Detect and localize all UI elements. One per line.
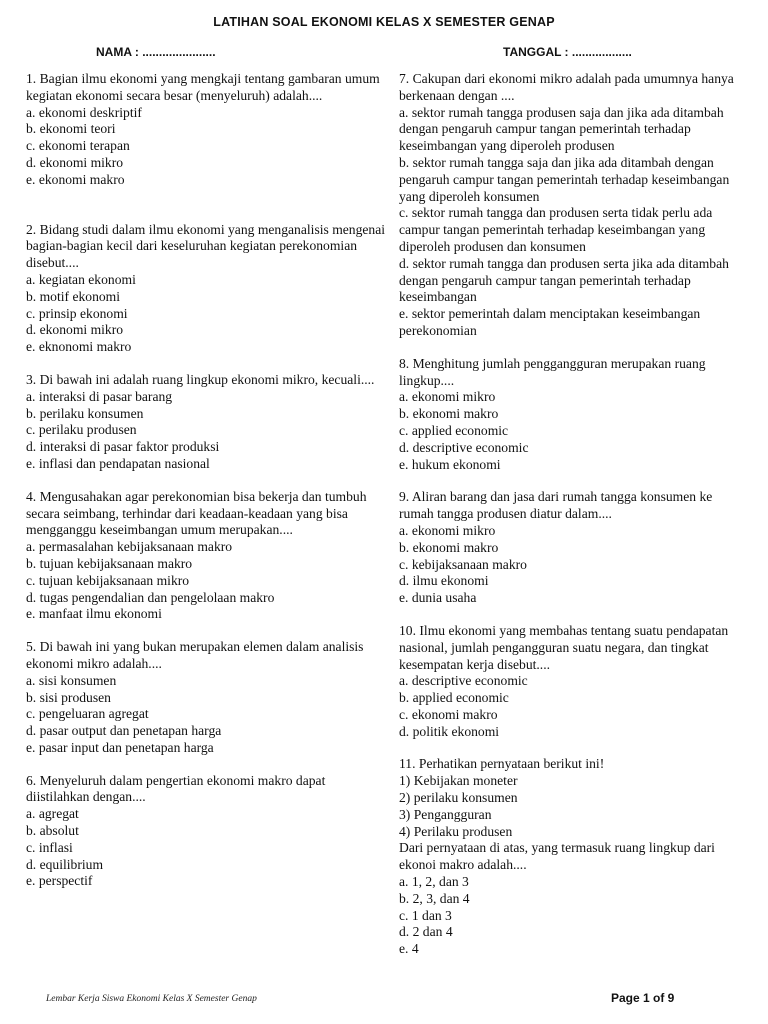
question-text: 9. Aliran barang dan jasa dari rumah tangga konsumen ke rumah tangga produsen diatur dalam.... xyxy=(399,489,713,522)
option: a. ekonomi mikro xyxy=(399,522,496,538)
page-title: LATIHAN SOAL EKONOMI KELAS X SEMESTER GENAP xyxy=(213,15,555,29)
option: d. descriptive economic xyxy=(399,439,529,455)
option-list xyxy=(26,389,388,473)
option: c. sektor rumah tangga dan produsen serta tidak perlu ada campur tangan pemerintah terhadap keseimbangan yang diperoleh produsen dan konsumen xyxy=(399,205,713,254)
option: a. 1, 2, dan 3 xyxy=(399,874,469,890)
page-number: Page 1 of 9 xyxy=(611,991,675,1005)
question-6 xyxy=(26,773,388,891)
footer-caption: Lembar Kerja Siswa Ekonomi Kelas X Semester Genap xyxy=(46,994,257,1004)
option-list xyxy=(399,773,744,958)
option: c. kebijaksanaan makro xyxy=(399,556,527,572)
question-10 xyxy=(399,623,744,741)
question-4 xyxy=(26,489,388,623)
option: e. 4 xyxy=(399,941,419,957)
name-field-label: NAMA : ...................... xyxy=(96,45,216,59)
option: a. sisi konsumen xyxy=(26,672,117,688)
statement: 2) perilaku konsumen xyxy=(399,790,518,806)
question-prompt: Dari pernyataan di atas, yang termasuk ruang lingkup dari ekonoi makro adalah.... xyxy=(399,840,715,873)
option: e. eknonomi makro xyxy=(26,339,132,355)
option: b. applied economic xyxy=(399,690,509,706)
option: d. ekonomi mikro xyxy=(26,154,124,170)
question-11 xyxy=(399,756,744,958)
question-text: 1. Bagian ilmu ekonomi yang mengkaji tentang gambaran umum kegiatan ekonomi secara besar (menyeluruh) adalah.... xyxy=(26,71,380,103)
option-list xyxy=(399,105,744,340)
statement: 1) Kebijakan moneter xyxy=(399,773,518,789)
option-list xyxy=(26,673,388,757)
option: e. perspectif xyxy=(26,873,93,889)
option: a. agregat xyxy=(26,806,79,822)
option: c. inflasi xyxy=(26,839,73,855)
question-text: 7. Cakupan dari ekonomi mikro adalah pada umumnya hanya berkenaan dengan .... xyxy=(399,71,734,103)
option: c. 1 dan 3 xyxy=(399,907,452,923)
option: b. 2, 3, dan 4 xyxy=(399,890,470,906)
option: d. pasar output dan penetapan harga xyxy=(26,723,222,739)
option-list xyxy=(399,523,744,607)
option: d. politik ekonomi xyxy=(399,723,500,739)
option: a. kegiatan ekonomi xyxy=(26,271,136,287)
question-3 xyxy=(26,372,388,473)
option: e. hukum ekonomi xyxy=(399,456,501,472)
option: e. ekonomi makro xyxy=(26,171,125,187)
option: b. tujuan kebijaksanaan makro xyxy=(26,555,193,571)
option: b. sisi produsen xyxy=(26,689,111,705)
option: c. ekonomi makro xyxy=(399,706,498,722)
option-list xyxy=(26,806,388,890)
option: a. sektor rumah tangga produsen saja dan jika ada ditambah dengan pengaruh campur tangan pemerintah terhadap keseimbangan yang diperoleh produsen xyxy=(399,104,724,154)
option: a. interaksi di pasar barang xyxy=(26,388,173,404)
option: b. motif ekonomi xyxy=(26,288,121,304)
option: a. ekonomi deskriptif xyxy=(26,104,142,120)
question-2 xyxy=(26,222,388,356)
question-8 xyxy=(399,356,744,474)
option: e. dunia usaha xyxy=(399,590,477,606)
option-list xyxy=(26,272,388,356)
option: b. ekonomi makro xyxy=(399,406,499,422)
option: b. absolut xyxy=(26,823,79,839)
right-column xyxy=(399,71,744,958)
option: d. ilmu ekonomi xyxy=(399,573,489,589)
option: d. interaksi di pasar faktor produksi xyxy=(26,439,220,455)
question-1 xyxy=(26,71,388,189)
option: d. ekonomi mikro xyxy=(26,322,124,338)
option: c. tujuan kebijaksanaan mikro xyxy=(26,572,190,588)
question-7 xyxy=(399,71,744,340)
date-field-label: TANGGAL : .................. xyxy=(503,45,632,59)
option-list xyxy=(26,539,388,623)
option-list xyxy=(399,673,744,740)
question-text: 6. Menyeluruh dalam pengertian ekonomi makro dapat diistilahkan dengan.... xyxy=(26,772,326,805)
option-list xyxy=(26,105,388,189)
question-text: 4. Mengusahakan agar perekonomian bisa bekerja dan tumbuh secara seimbang, terhindar dari keadaan-keadaan yang bisa mengganggu keseimbangan umum merupakan.... xyxy=(26,488,367,538)
option: e. inflasi dan pendapatan nasional xyxy=(26,455,210,471)
option: d. 2 dan 4 xyxy=(399,924,453,940)
option: a. ekonomi mikro xyxy=(399,389,496,405)
option: b. perilaku konsumen xyxy=(26,405,144,421)
question-text: 3. Di bawah ini adalah ruang lingkup ekonomi mikro, kecuali.... xyxy=(26,371,375,387)
option: c. prinsip ekonomi xyxy=(26,305,128,321)
question-text: 8. Menghitung jumlah penggangguran merupakan ruang lingkup.... xyxy=(399,355,706,388)
option: c. applied economic xyxy=(399,422,509,438)
question-text: 11. Perhatikan pernyataan berikut ini! xyxy=(399,756,605,772)
option: b. sektor rumah tangga saja dan jika ada ditambah dengan pengaruh campur tangan pemerintah terhadap keseimbangan yang diperoleh konsumen xyxy=(399,154,730,204)
option: d. tugas pengendalian dan pengelolaan makro xyxy=(26,589,275,605)
option: c. pengeluaran agregat xyxy=(26,706,149,722)
option: a. permasalahan kebijaksanaan makro xyxy=(26,539,233,555)
option: b. ekonomi makro xyxy=(399,539,499,555)
question-5 xyxy=(26,639,388,757)
option: e. manfaat ilmu ekonomi xyxy=(26,606,162,622)
question-text: 5. Di bawah ini yang bukan merupakan elemen dalam analisis ekonomi mikro adalah.... xyxy=(26,639,364,671)
option: d. sektor rumah tangga dan produsen serta jika ada ditambah dengan pengaruh campur tangan pemerintah terhadap keseimbangan xyxy=(399,255,729,305)
statement: 3) Pengangguran xyxy=(399,806,492,822)
option: c. perilaku produsen xyxy=(26,422,137,438)
question-text: 2. Bidang studi dalam ilmu ekonomi yang menganalisis mengenai bagian-bagian kecil dari keseluruhan kegiatan perekonomian disebut.... xyxy=(26,221,386,271)
option-list xyxy=(399,389,744,473)
option: c. ekonomi terapan xyxy=(26,138,130,154)
question-9 xyxy=(399,489,744,607)
left-column xyxy=(26,71,388,890)
question-text: 10. Ilmu ekonomi yang membahas tentang suatu pendapatan nasional, jumlah pengangguran suatu negara, dan tingkat kesempatan kerja disebut.... xyxy=(399,622,729,672)
option: d. equilibrium xyxy=(26,856,104,872)
statement: 4) Perilaku produsen xyxy=(399,823,513,839)
option: b. ekonomi teori xyxy=(26,121,116,137)
option: e. sektor pemerintah dalam menciptakan keseimbangan perekonomian xyxy=(399,306,701,338)
option: e. pasar input dan penetapan harga xyxy=(26,739,214,755)
option: a. descriptive economic xyxy=(399,673,528,689)
